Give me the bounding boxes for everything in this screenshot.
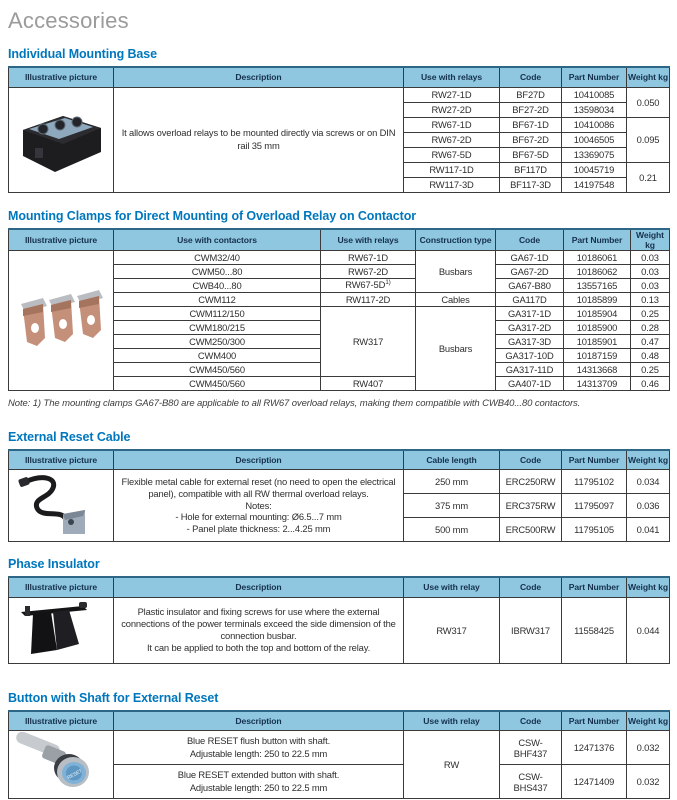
reset-button-table bbox=[8, 710, 670, 800]
relay-cell bbox=[321, 278, 416, 292]
description-line: - Hole for external mounting: Ø6.5...7 mm bbox=[175, 511, 342, 523]
relay-cell: RW67-2D bbox=[321, 264, 416, 278]
col-header-picture: Illustrative picture bbox=[9, 67, 114, 87]
code-cell: BF117-3D bbox=[500, 177, 562, 192]
relay-cell: RW117-2D bbox=[321, 292, 416, 306]
part-number-cell: 11795105 bbox=[562, 518, 627, 542]
part-number-cell: 10410085 bbox=[562, 87, 627, 102]
code-cell: BF27-2D bbox=[500, 102, 562, 117]
col-header-code: Code bbox=[500, 577, 562, 597]
table-row bbox=[9, 597, 670, 663]
col-header-code: Code bbox=[500, 67, 562, 87]
contactor-cell: CWB40...80 bbox=[114, 278, 321, 292]
picture-cell bbox=[9, 87, 114, 192]
part-number-cell: 11558425 bbox=[562, 597, 627, 663]
code-cell: GA317-3D bbox=[496, 334, 564, 348]
table-row bbox=[9, 250, 670, 264]
col-header-picture: Illustrative picture bbox=[9, 450, 114, 470]
weight-cell: 0.46 bbox=[631, 376, 670, 390]
part-number-cell: 10046505 bbox=[562, 132, 627, 147]
reset-cable-image bbox=[13, 472, 109, 538]
code-cell: BF67-2D bbox=[500, 132, 562, 147]
code-cell: BF117D bbox=[500, 162, 562, 177]
code-cell: ERC250RW bbox=[500, 470, 562, 494]
col-header-part: Part Number bbox=[562, 67, 627, 87]
col-header-relay: Use with relay bbox=[404, 711, 500, 731]
relay-cell: RW317 bbox=[404, 597, 500, 663]
section-heading-external-reset-cable: External Reset Cable bbox=[8, 429, 131, 444]
weight-cell: 0.48 bbox=[631, 348, 670, 362]
col-header-weight: Weight kg bbox=[627, 450, 670, 470]
description-cell bbox=[114, 597, 404, 663]
svg-text:RESET: RESET bbox=[66, 767, 84, 781]
part-number-cell: 12471409 bbox=[562, 765, 627, 799]
code-cell: GA67-2D bbox=[496, 264, 564, 278]
contactor-cell: CWM112 bbox=[114, 292, 321, 306]
code-cell: GA407-1D bbox=[496, 376, 564, 390]
code-cell: IBRW317 bbox=[500, 597, 562, 663]
description-line: Flexible metal cable for external reset (no need to open the electrical panel), compatible with all RW thermal overload relays. bbox=[121, 476, 396, 499]
weight-cell: 0.032 bbox=[627, 731, 670, 765]
description-line: It can be applied to both the top and bottom of the relay. bbox=[146, 642, 371, 654]
weight-cell: 0.03 bbox=[631, 278, 670, 292]
col-header-code: Code bbox=[500, 450, 562, 470]
description-line: Adjustable length: 250 to 22.5 mm bbox=[189, 781, 328, 793]
table-row bbox=[9, 731, 670, 765]
part-number-cell: 14197548 bbox=[562, 177, 627, 192]
description-line: Notes: bbox=[245, 499, 272, 511]
col-header-picture: Illustrative picture bbox=[9, 229, 114, 251]
code-cell: CSW-BHF437 bbox=[500, 731, 562, 765]
code-cell: GA317-11D bbox=[496, 362, 564, 376]
construction-type-cell: Busbars bbox=[416, 250, 496, 292]
relay-cell: RW117-1D bbox=[404, 162, 500, 177]
page-title: Accessories bbox=[8, 8, 129, 33]
code-cell: GA67-1D bbox=[496, 250, 564, 264]
header-row bbox=[9, 711, 670, 731]
picture-cell bbox=[9, 470, 114, 542]
weight-cell: 0.050 bbox=[627, 87, 670, 117]
weight-cell: 0.036 bbox=[627, 494, 670, 518]
relay-cell: RW27-2D bbox=[404, 102, 500, 117]
part-number-cell: 10187159 bbox=[564, 348, 631, 362]
col-header-relay: Use with relay bbox=[404, 577, 500, 597]
code-cell: CSW-BHS437 bbox=[500, 765, 562, 799]
col-header-description: Description bbox=[114, 577, 404, 597]
footnote-marker: 1) bbox=[385, 279, 391, 287]
picture-cell bbox=[9, 597, 114, 663]
picture-cell bbox=[9, 250, 114, 390]
col-header-part: Part Number bbox=[562, 577, 627, 597]
header-row bbox=[9, 577, 670, 597]
weight-cell: 0.13 bbox=[631, 292, 670, 306]
part-number-cell: 13557165 bbox=[564, 278, 631, 292]
relay-cell: RW67-1D bbox=[404, 117, 500, 132]
col-header-code: Code bbox=[496, 229, 564, 251]
weight-cell: 0.03 bbox=[631, 250, 670, 264]
contactor-cell: CWM250/300 bbox=[114, 334, 321, 348]
part-number-cell: 11795097 bbox=[562, 494, 627, 518]
col-header-part: Part Number bbox=[562, 450, 627, 470]
weight-cell: 0.041 bbox=[627, 518, 670, 542]
col-header-relays: Use with relays bbox=[321, 229, 416, 251]
weight-cell: 0.03 bbox=[631, 264, 670, 278]
part-number-cell: 14313709 bbox=[564, 376, 631, 390]
part-number-cell: 12471376 bbox=[562, 731, 627, 765]
description-line: - Panel plate thickness: 2...4.25 mm bbox=[186, 523, 331, 535]
code-cell: GA317-1D bbox=[496, 306, 564, 320]
table-row bbox=[9, 470, 670, 494]
part-number-cell: 11795102 bbox=[562, 470, 627, 494]
header-row bbox=[9, 450, 670, 470]
phase-insulator-image bbox=[13, 598, 109, 660]
individual-mounting-base-table bbox=[8, 66, 670, 193]
relay-cell: RW27-1D bbox=[404, 87, 500, 102]
weight-cell: 0.044 bbox=[627, 597, 670, 663]
weight-cell: 0.032 bbox=[627, 765, 670, 799]
col-header-description: Description bbox=[114, 450, 404, 470]
col-header-construction: Construction type bbox=[416, 229, 496, 251]
part-number-cell: 10185899 bbox=[564, 292, 631, 306]
section-heading-mounting-clamps: Mounting Clamps for Direct Mounting of Overload Relay on Contactor bbox=[8, 208, 416, 223]
relay-cell: RW67-2D bbox=[404, 132, 500, 147]
part-number-cell: 13369075 bbox=[562, 147, 627, 162]
col-header-weight: Weight kg bbox=[627, 67, 670, 87]
col-header-weight: Weight kg bbox=[627, 711, 670, 731]
relay-cell: RW bbox=[404, 731, 500, 799]
code-cell: GA117D bbox=[496, 292, 564, 306]
col-header-weight: Weight kg bbox=[627, 577, 670, 597]
header-row bbox=[9, 229, 670, 251]
description-cell bbox=[114, 765, 404, 799]
col-header-description: Description bbox=[114, 67, 404, 87]
code-cell: GA67-B80 bbox=[496, 278, 564, 292]
mounting-clamps-image bbox=[13, 276, 109, 362]
part-number-cell: 10410086 bbox=[562, 117, 627, 132]
cable-length-cell: 375 mm bbox=[404, 494, 500, 518]
section-heading-button-with-shaft: Button with Shaft for External Reset bbox=[8, 690, 219, 705]
description-line: Adjustable length: 250 to 22.5 mm bbox=[189, 747, 328, 759]
part-number-cell: 10186061 bbox=[564, 250, 631, 264]
col-header-contactors: Use with contactors bbox=[114, 229, 321, 251]
code-cell: BF27D bbox=[500, 87, 562, 102]
col-header-part: Part Number bbox=[564, 229, 631, 251]
external-reset-cable-table bbox=[8, 449, 670, 543]
code-cell: BF67-5D bbox=[500, 147, 562, 162]
col-header-picture: Illustrative picture bbox=[9, 577, 114, 597]
description-cell: It allows overload relays to be mounted directly via screws or on DIN rail 35 mm bbox=[114, 87, 404, 192]
relay-cell: RW67-5D bbox=[404, 147, 500, 162]
relay-cell: RW317 bbox=[321, 306, 416, 376]
weight-cell: 0.47 bbox=[631, 334, 670, 348]
weight-cell: 0.034 bbox=[627, 470, 670, 494]
code-cell: GA317-2D bbox=[496, 320, 564, 334]
contactor-cell: CWM32/40 bbox=[114, 250, 321, 264]
col-header-description: Description bbox=[114, 711, 404, 731]
section-heading-individual-mounting-base: Individual Mounting Base bbox=[8, 47, 157, 61]
mounting-base-image bbox=[13, 100, 109, 178]
cable-length-cell: 500 mm bbox=[404, 518, 500, 542]
col-header-cable-length: Cable length bbox=[404, 450, 500, 470]
part-number-cell: 10185900 bbox=[564, 320, 631, 334]
col-header-picture: Illustrative picture bbox=[9, 711, 114, 731]
col-header-part: Part Number bbox=[562, 711, 627, 731]
description-line: Plastic insulator and fixing screws for use where the external connections of the power terminals exceed the side dimension of the connection busbar. bbox=[121, 605, 396, 641]
cable-length-cell: 250 mm bbox=[404, 470, 500, 494]
code-cell: ERC375RW bbox=[500, 494, 562, 518]
section-heading-phase-insulator: Phase Insulator bbox=[8, 557, 100, 571]
part-number-cell: 10185904 bbox=[564, 306, 631, 320]
col-header-weight: Weight kg bbox=[631, 229, 670, 251]
code-cell: BF67-1D bbox=[500, 117, 562, 132]
relay-cell: RW407 bbox=[321, 376, 416, 390]
contactor-cell: CWM180/215 bbox=[114, 320, 321, 334]
reset-button-image bbox=[13, 732, 109, 796]
relay-label: RW67-5D bbox=[345, 279, 386, 291]
weight-cell: 0.095 bbox=[627, 117, 670, 162]
contactor-cell: CWM50...80 bbox=[114, 264, 321, 278]
header-row bbox=[9, 67, 670, 87]
code-cell: ERC500RW bbox=[500, 518, 562, 542]
construction-type-cell: Cables bbox=[416, 292, 496, 306]
col-header-code: Code bbox=[500, 711, 562, 731]
footnote: Note: 1) The mounting clamps GA67-B80 are applicable to all RW67 overload relays, making them compatible with CWB40...80 contactors. bbox=[8, 397, 581, 409]
contactor-cell: CWM400 bbox=[114, 348, 321, 362]
table-row bbox=[9, 87, 670, 102]
relay-cell: RW67-1D bbox=[321, 250, 416, 264]
contactor-cell: CWM112/150 bbox=[114, 306, 321, 320]
part-number-cell: 10186062 bbox=[564, 264, 631, 278]
weight-cell: 0.25 bbox=[631, 306, 670, 320]
part-number-cell: 14313668 bbox=[564, 362, 631, 376]
description-line: Blue RESET extended button with shaft. bbox=[177, 769, 340, 781]
weight-cell: 0.21 bbox=[627, 162, 670, 192]
relay-cell: RW117-3D bbox=[404, 177, 500, 192]
picture-cell bbox=[9, 731, 114, 799]
part-number-cell: 10185901 bbox=[564, 334, 631, 348]
part-number-cell: 10045719 bbox=[562, 162, 627, 177]
col-header-relays: Use with relays bbox=[404, 67, 500, 87]
contactor-cell: CWM450/560 bbox=[114, 362, 321, 376]
weight-cell: 0.25 bbox=[631, 362, 670, 376]
weight-cell: 0.28 bbox=[631, 320, 670, 334]
contactor-cell: CWM450/560 bbox=[114, 376, 321, 390]
part-number-cell: 13598034 bbox=[562, 102, 627, 117]
mounting-clamps-table bbox=[8, 228, 670, 391]
description-cell bbox=[114, 470, 404, 542]
description-line: Blue RESET flush button with shaft. bbox=[186, 735, 331, 747]
code-cell: GA317-10D bbox=[496, 348, 564, 362]
phase-insulator-table bbox=[8, 576, 670, 664]
description-cell bbox=[114, 731, 404, 765]
construction-type-cell: Busbars bbox=[416, 306, 496, 390]
